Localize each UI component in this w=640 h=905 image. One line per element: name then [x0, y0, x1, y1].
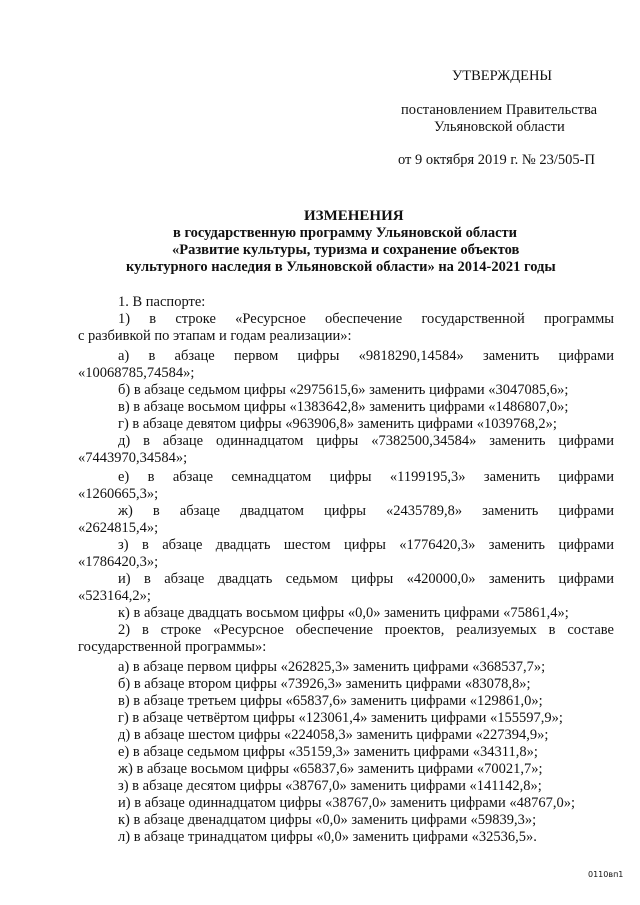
body-line: ж) в абзаце двадцатом цифры «2435789,8» заменить цифрами — [118, 503, 614, 519]
body-line: е) в абзаце седьмом цифры «35159,3» заменить цифрами «34311,8»; — [118, 744, 538, 760]
body-line: к) в абзаце двенадцатом цифры «0,0» заменить цифрами «59839,3»; — [118, 812, 537, 828]
body-line: а) в абзаце первом цифры «9818290,14584» заменить цифрами — [118, 348, 614, 364]
body-line: «7443970,34584»; — [78, 450, 188, 466]
document-title: ИЗМЕНЕНИЯ — [304, 208, 404, 224]
body-line: б) в абзаце втором цифры «73926,3» заменить цифрами «83078,8»; — [118, 676, 531, 692]
body-line: государственной программы»: — [78, 639, 267, 655]
approval-date: от 9 октября 2019 г. № 23/505-П — [398, 152, 595, 168]
body-line: г) в абзаце четвёртом цифры «123061,4» заменить цифрами «155597,9»; — [118, 710, 563, 726]
body-line: «2624815,4»; — [78, 520, 159, 536]
body-line: в) в абзаце третьем цифры «65837,6» заменить цифрами «129861,0»; — [118, 693, 543, 709]
body-line: б) в абзаце седьмом цифры «2975615,6» заменить цифрами «3047085,6»; — [118, 382, 569, 398]
body-line: «523164,2»; — [78, 588, 151, 604]
body-line: д) в абзаце шестом цифры «224058,3» заменить цифрами «227394,9»; — [118, 727, 549, 743]
body-line: «10068785,74584»; — [78, 365, 195, 381]
body-line: с разбивкой по этапам и годам реализации»: — [78, 328, 352, 344]
body-line: «1786420,3»; — [78, 554, 159, 570]
document-subtitle-2: «Развитие культуры, туризма и сохранение объектов — [172, 242, 520, 258]
approved-label: УТВЕРЖДЕНЫ — [452, 68, 553, 84]
body-line: и) в абзаце двадцать седьмом цифры «420000,0» заменить цифрами — [118, 571, 614, 587]
body-line: а) в абзаце первом цифры «262825,3» заменить цифрами «368537,7»; — [118, 659, 546, 675]
approved-by-line2: Ульяновской области — [434, 119, 565, 135]
body-line: и) в абзаце одиннадцатом цифры «38767,0» заменить цифрами «48767,0»; — [118, 795, 575, 811]
body-line: д) в абзаце одиннадцатом цифры «7382500,34584» заменить цифрами — [118, 433, 614, 449]
approved-by-line1: постановлением Правительства — [401, 102, 598, 118]
body-line: л) в абзаце тринадцатом цифры «0,0» заменить цифрами «32536,5». — [118, 829, 537, 845]
section-passport: 1. В паспорте: — [118, 294, 206, 310]
document-subtitle-1: в государственную программу Ульяновской области — [173, 225, 518, 241]
body-line: з) в абзаце двадцать шестом цифры «1776420,3» заменить цифрами — [118, 537, 614, 553]
body-line: «1260665,3»; — [78, 486, 159, 502]
body-line: е) в абзаце семнадцатом цифры «1199195,3» заменить цифрами — [118, 469, 614, 485]
body-line: ж) в абзаце восьмом цифры «65837,6» заменить цифрами «70021,7»; — [118, 761, 543, 777]
body-line: в) в абзаце восьмом цифры «1383642,8» заменить цифрами «1486807,0»; — [118, 399, 569, 415]
body-line: г) в абзаце девятом цифры «963906,8» заменить цифрами «1039768,2»; — [118, 416, 557, 432]
body-line: 1) в строке «Ресурсное обеспечение государственной программы — [118, 311, 614, 327]
body-line: з) в абзаце десятом цифры «38767,0» заменить цифрами «141142,8»; — [118, 778, 542, 794]
body-line: к) в абзаце двадцать восьмом цифры «0,0» заменить цифрами «75861,4»; — [118, 605, 569, 621]
body-line: 2) в строке «Ресурсное обеспечение проектов, реализуемых в составе — [118, 622, 614, 638]
document-code: 0110вп1 — [588, 870, 624, 879]
document-subtitle-3: культурного наследия в Ульяновской области» на 2014-2021 годы — [126, 259, 556, 275]
